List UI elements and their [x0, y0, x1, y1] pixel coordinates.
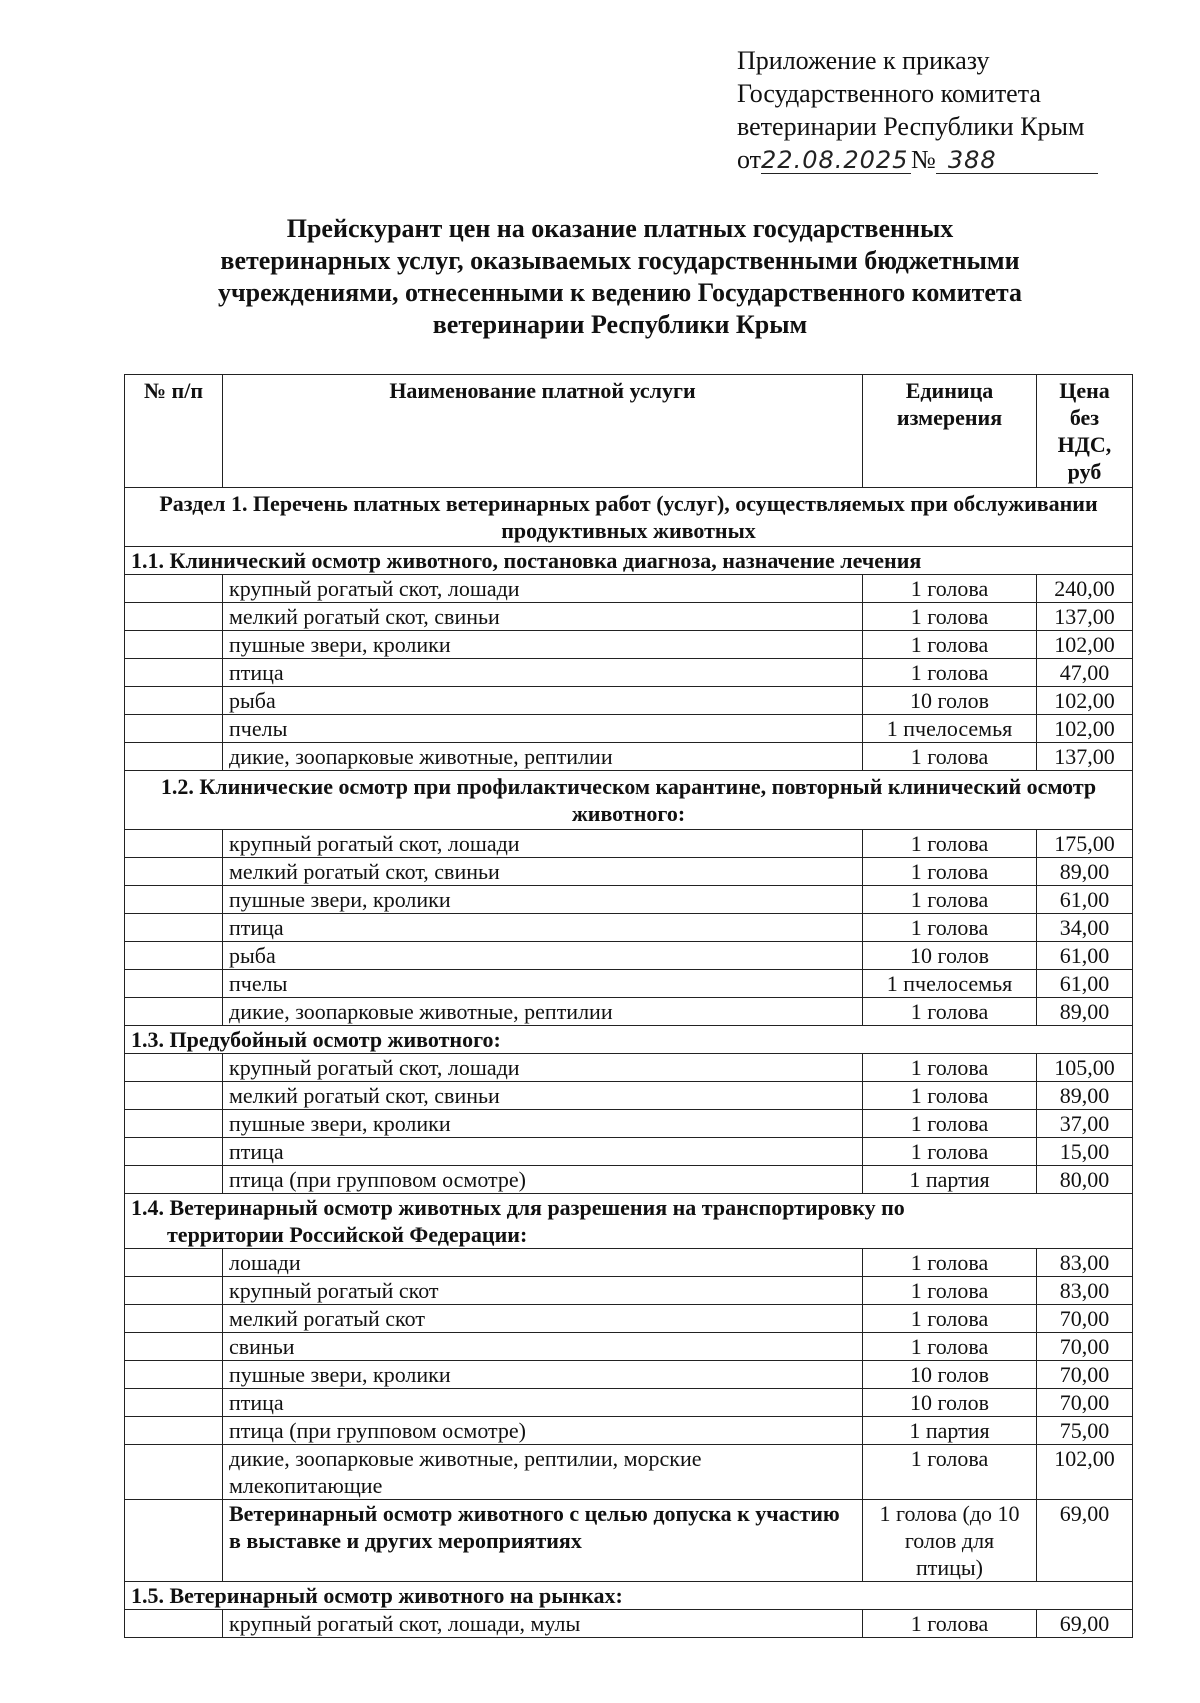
unit: 1 голова	[863, 914, 1037, 942]
price: 83,00	[1037, 1277, 1133, 1305]
group-title: 1.1. Клинический осмотр животного, постановка диагноза, назначение лечения	[125, 547, 1133, 575]
unit: 10 голов	[863, 687, 1037, 715]
row-number-cell	[125, 886, 223, 914]
price: 89,00	[1037, 1082, 1133, 1110]
price: 80,00	[1037, 1166, 1133, 1194]
table-header-row	[125, 375, 1133, 488]
service-name: мелкий рогатый скот, свиньи	[223, 858, 863, 886]
title-line: ветеринарных услуг, оказываемых государственными бюджетными	[220, 246, 1020, 275]
table-row	[125, 1333, 1133, 1361]
row-number-cell	[125, 631, 223, 659]
unit: 1 пчелосемья	[863, 715, 1037, 743]
unit: 1 голова	[863, 858, 1037, 886]
price: 70,00	[1037, 1305, 1133, 1333]
service-name: птица (при групповом осмотре)	[223, 1417, 863, 1445]
price: 70,00	[1037, 1333, 1133, 1361]
group-title: 1.3. Предубойный осмотр животного:	[125, 1026, 1133, 1054]
section-row	[125, 488, 1133, 547]
unit: 1 голова	[863, 743, 1037, 771]
table-row	[125, 1277, 1133, 1305]
price: 102,00	[1037, 1445, 1133, 1500]
service-name: рыба	[223, 687, 863, 715]
price: 89,00	[1037, 998, 1133, 1026]
col-header-unit: Единица измерения	[863, 375, 1037, 488]
table-row	[125, 1361, 1133, 1389]
unit: 1 партия	[863, 1166, 1037, 1194]
row-number-cell	[125, 1445, 223, 1500]
group-row	[125, 771, 1133, 830]
unit: 1 голова	[863, 631, 1037, 659]
service-name: крупный рогатый скот, лошади, мулы	[223, 1610, 863, 1638]
table-row	[125, 970, 1133, 998]
col-header-num: № п/п	[125, 375, 223, 488]
table-row	[125, 886, 1133, 914]
service-name: мелкий рогатый скот	[223, 1305, 863, 1333]
price: 61,00	[1037, 970, 1133, 998]
price: 105,00	[1037, 1054, 1133, 1082]
service-name: птица	[223, 1138, 863, 1166]
row-number-cell	[125, 743, 223, 771]
row-number-cell	[125, 1138, 223, 1166]
row-number-cell	[125, 1305, 223, 1333]
row-number-cell	[125, 659, 223, 687]
service-name: крупный рогатый скот, лошади	[223, 830, 863, 858]
service-name: пушные звери, кролики	[223, 631, 863, 659]
unit: 1 голова	[863, 1610, 1037, 1638]
service-name: крупный рогатый скот, лошади	[223, 1054, 863, 1082]
unit: 1 голова	[863, 1110, 1037, 1138]
col-header-name: Наименование платной услуги	[223, 375, 863, 488]
table-row	[125, 1138, 1133, 1166]
price: 61,00	[1037, 942, 1133, 970]
approval-line: ветеринарии Республики Крым	[737, 112, 1085, 141]
service-name: пушные звери, кролики	[223, 886, 863, 914]
row-number-cell	[125, 1500, 223, 1582]
service-name: птица	[223, 914, 863, 942]
table-row	[125, 603, 1133, 631]
unit: 1 партия	[863, 1417, 1037, 1445]
approval-block	[737, 44, 1157, 176]
approval-line: Государственного комитета	[737, 79, 1041, 108]
price: 69,00	[1037, 1500, 1133, 1582]
section-title: Раздел 1. Перечень платных ветеринарных работ (услуг), осуществляемых при обслуживании продуктивных животных	[125, 488, 1133, 547]
row-number-cell	[125, 603, 223, 631]
table-row	[125, 1445, 1133, 1500]
unit: 1 пчелосемья	[863, 970, 1037, 998]
table-row	[125, 1166, 1133, 1194]
price-table	[124, 374, 1133, 1638]
row-number-cell	[125, 715, 223, 743]
service-name: дикие, зоопарковые животные, рептилии, морские млекопитающие	[223, 1445, 863, 1500]
price: 75,00	[1037, 1417, 1133, 1445]
row-number-cell	[125, 1361, 223, 1389]
row-number-cell	[125, 1110, 223, 1138]
table-row	[125, 1500, 1133, 1582]
price: 83,00	[1037, 1249, 1133, 1277]
service-name: лошади	[223, 1249, 863, 1277]
table-row	[125, 1054, 1133, 1082]
group-title: 1.5. Ветеринарный осмотр животного на рынках:	[125, 1582, 1133, 1610]
table-row	[125, 659, 1133, 687]
unit: 1 голова	[863, 886, 1037, 914]
service-name: рыба	[223, 942, 863, 970]
unit: 1 голова	[863, 603, 1037, 631]
unit: 10 голов	[863, 1389, 1037, 1417]
price: 137,00	[1037, 743, 1133, 771]
table-row	[125, 1417, 1133, 1445]
row-number-cell	[125, 1417, 223, 1445]
row-number-cell	[125, 1054, 223, 1082]
row-number-cell	[125, 1082, 223, 1110]
table-row	[125, 942, 1133, 970]
service-name: дикие, зоопарковые животные, рептилии	[223, 743, 863, 771]
table-row	[125, 575, 1133, 603]
price: 61,00	[1037, 886, 1133, 914]
unit: 1 голова	[863, 659, 1037, 687]
price: 102,00	[1037, 715, 1133, 743]
row-number-cell	[125, 1610, 223, 1638]
table-row	[125, 858, 1133, 886]
price: 37,00	[1037, 1110, 1133, 1138]
price: 89,00	[1037, 858, 1133, 886]
row-number-cell	[125, 1333, 223, 1361]
table-row	[125, 914, 1133, 942]
price: 70,00	[1037, 1389, 1133, 1417]
price: 240,00	[1037, 575, 1133, 603]
table-row	[125, 1110, 1133, 1138]
price: 175,00	[1037, 830, 1133, 858]
price: 15,00	[1037, 1138, 1133, 1166]
service-name: свиньи	[223, 1333, 863, 1361]
table-row	[125, 715, 1133, 743]
row-number-cell	[125, 942, 223, 970]
unit: 1 голова	[863, 998, 1037, 1026]
title-line: учреждениями, отнесенными к ведению Государственного комитета	[218, 278, 1022, 307]
document-title	[150, 213, 1090, 341]
service-name: крупный рогатый скот	[223, 1277, 863, 1305]
row-number-cell	[125, 830, 223, 858]
table-row	[125, 1305, 1133, 1333]
title-line: ветеринарии Республики Крым	[432, 310, 808, 339]
price: 70,00	[1037, 1361, 1133, 1389]
row-number-cell	[125, 1166, 223, 1194]
service-name: Ветеринарный осмотр животного с целью допуска к участию в выставке и других мероприятиях	[223, 1500, 863, 1582]
table-row	[125, 998, 1133, 1026]
approval-line: Приложение к приказу	[737, 46, 990, 75]
unit: 1 голова	[863, 1445, 1037, 1500]
row-number-cell	[125, 575, 223, 603]
service-name: птица	[223, 659, 863, 687]
row-number-cell	[125, 970, 223, 998]
price: 102,00	[1037, 631, 1133, 659]
col-header-price: Цена без НДС, руб	[1037, 375, 1133, 488]
group-row	[125, 1026, 1133, 1054]
unit: 1 голова	[863, 575, 1037, 603]
service-name: пчелы	[223, 970, 863, 998]
row-number-cell	[125, 858, 223, 886]
table-row	[125, 631, 1133, 659]
approval-date-number	[737, 143, 1157, 176]
unit: 1 голова (до 10 голов для птицы)	[863, 1500, 1037, 1582]
service-name: птица	[223, 1389, 863, 1417]
table-row	[125, 1389, 1133, 1417]
group-row	[125, 1194, 1133, 1249]
table-row	[125, 1082, 1133, 1110]
row-number-cell	[125, 1249, 223, 1277]
table-row	[125, 687, 1133, 715]
handwritten-number: 388	[936, 147, 1098, 174]
service-name: мелкий рогатый скот, свиньи	[223, 603, 863, 631]
table-row	[125, 830, 1133, 858]
date-prefix: от	[737, 145, 762, 174]
service-name: птица (при групповом осмотре)	[223, 1166, 863, 1194]
service-name: пушные звери, кролики	[223, 1361, 863, 1389]
service-name: дикие, зоопарковые животные, рептилии	[223, 998, 863, 1026]
service-name: крупный рогатый скот, лошади	[223, 575, 863, 603]
price: 137,00	[1037, 603, 1133, 631]
price: 102,00	[1037, 687, 1133, 715]
group-row	[125, 547, 1133, 575]
row-number-cell	[125, 1389, 223, 1417]
row-number-cell	[125, 687, 223, 715]
unit: 1 голова	[863, 1249, 1037, 1277]
group-title-line: 1.4. Ветеринарный осмотр животных для разрешения на транспортировку по	[131, 1195, 905, 1220]
number-sign: №	[911, 145, 936, 174]
unit: 10 голов	[863, 1361, 1037, 1389]
price: 47,00	[1037, 659, 1133, 687]
row-number-cell	[125, 1277, 223, 1305]
unit: 1 голова	[863, 1082, 1037, 1110]
service-name: мелкий рогатый скот, свиньи	[223, 1082, 863, 1110]
unit: 1 голова	[863, 830, 1037, 858]
group-row	[125, 1582, 1133, 1610]
price: 69,00	[1037, 1610, 1133, 1638]
unit: 10 голов	[863, 942, 1037, 970]
unit: 1 голова	[863, 1054, 1037, 1082]
row-number-cell	[125, 914, 223, 942]
service-name: пушные звери, кролики	[223, 1110, 863, 1138]
price: 34,00	[1037, 914, 1133, 942]
unit: 1 голова	[863, 1277, 1037, 1305]
title-line: Прейскурант цен на оказание платных государственных	[286, 214, 954, 243]
unit: 1 голова	[863, 1333, 1037, 1361]
service-name: пчелы	[223, 715, 863, 743]
table-row	[125, 1249, 1133, 1277]
row-number-cell	[125, 998, 223, 1026]
group-title: 1.2. Клинические осмотр при профилактическом карантине, повторный клинический осмотр животного:	[125, 771, 1133, 830]
group-title-line: территории Российской Федерации:	[167, 1222, 528, 1247]
unit: 1 голова	[863, 1138, 1037, 1166]
unit: 1 голова	[863, 1305, 1037, 1333]
handwritten-date: 22.08.2025	[761, 147, 911, 174]
table-row	[125, 743, 1133, 771]
table-row	[125, 1610, 1133, 1638]
group-title	[125, 1194, 1133, 1249]
